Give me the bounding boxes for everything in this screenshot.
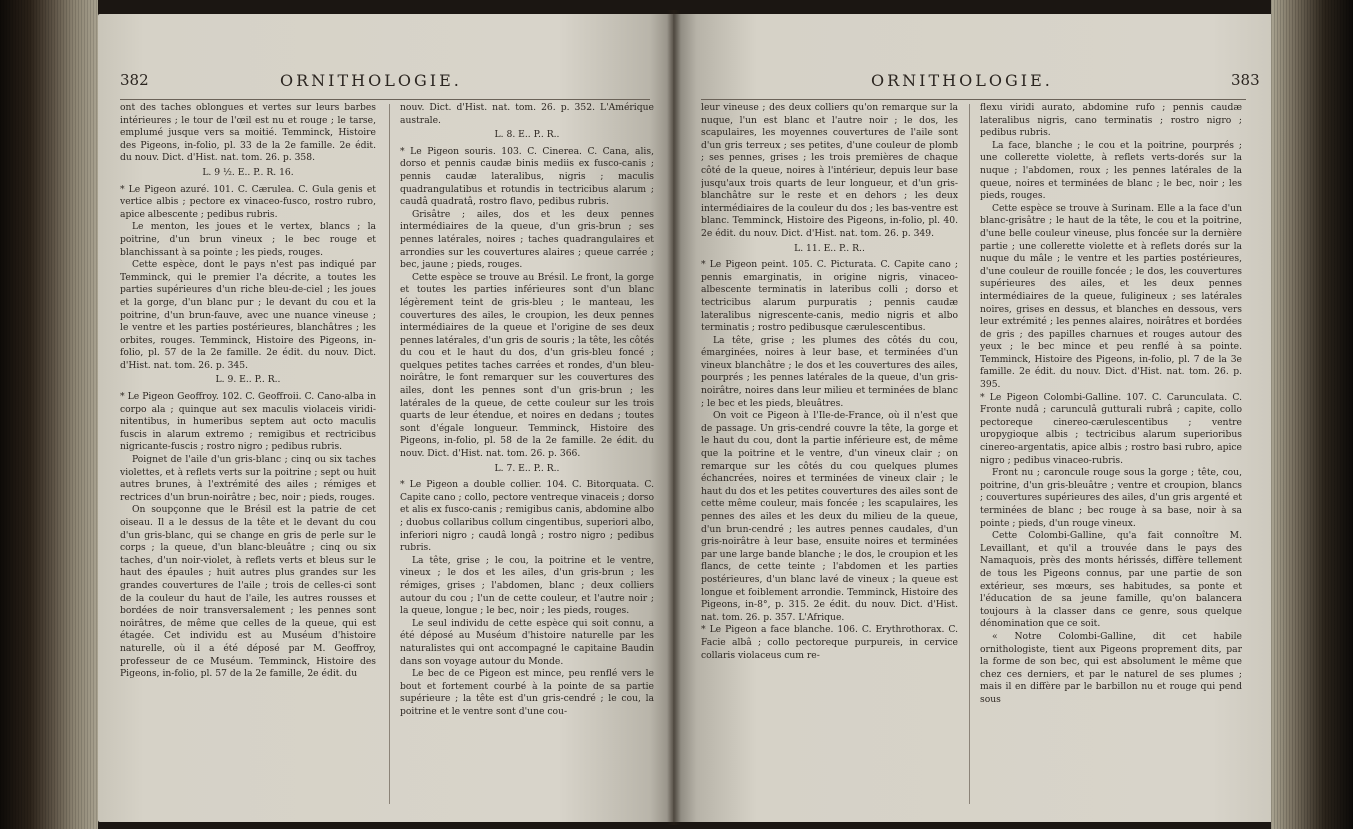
- paragraph: Cette espèce, dont le pays n'est pas indiqué par Temminck, qui le premier l'a décrite, a toutes les parties supérieures d'un riche bleu-de-ciel ; les joues et la gorge, d'un blanc pur ; le devant du cou et la poitrine, d'un brun-fauve, avec une nuance vineuse ; le ventre et les parties postérieures, blanchâtres ; les orbites, rouges. Temminck, Histoire des Pigeons, in-folio, pl. 57 de la 2e famille. 2e édit. du nouv. Dict. d'Hist. nat. tom. 26. p. 345.: [120, 259, 376, 371]
- right-page-header: [701, 71, 1260, 93]
- measurement-line: L. 9. E.. P.. R..: [215, 374, 281, 386]
- right-page-column-1: [701, 102, 958, 818]
- species-entry: * Le Pigeon Colombi-Galline. 107. C. Carunculata. C. Fronte nudâ ; carunculâ gutturali rubrâ ; capite, collo pectoreque cinereo-cærulescentibus ; ventre uropygioque albis ; tectricibus alarum superioribus cinereo-argentatis, apice albis ; rostro basi rubro, apice nigro ; pedibus vinaceo-rubris.: [980, 391, 1242, 466]
- paragraph: « Notre Colombi-Galline, dit cet habile ornithologiste, tient aux Pigeons proprement dits, par la forme de son bec, qui est absolument le même que chez ces derniers, et par le naturel de ses plumes ; mais il en diffère par le barbillon nu et rouge qui pend sous: [980, 630, 1242, 705]
- right-column-divider: [969, 104, 970, 804]
- left-page-header: [120, 71, 650, 93]
- book-edge-right: [1271, 0, 1353, 829]
- paragraph: Cette Colombi-Galline, qu'a fait connoître M. Levaillant, et qu'il a trouvée dans le pays des Namaquois, près des monts hérissés, diffère tellement de tous les Pigeons connus, par une partie de son extérieur, ses mœurs, ses habitudes, sa ponte et l'éducation de sa jeune famille, qu'on balancera toujours à la classer dans ce genre, sous quelque dénomination que ce soit.: [980, 530, 1242, 630]
- paragraph: Le bec de ce Pigeon est mince, peu renflé vers le bout et fortement courbé à la pointe de sa partie supérieure ; la tête est d'un gris-cendré ; le cou, la poitrine et le ventre sont d'une cou-: [400, 668, 654, 717]
- measurement-line: L. 11. E.. P.. R..: [794, 242, 865, 254]
- right-page: [673, 14, 1271, 822]
- paragraph: Le seul individu de cette espèce qui soit connu, a été déposé au Muséum d'histoire naturelle par les naturalistes qui ont accompagné le capitaine Baudin dans son voyage autour du Monde.: [400, 617, 654, 667]
- paragraph: ont des taches oblongues et vertes sur leurs barbes intérieures ; le tour de l'œil est nu et rouge ; le tarse, emplumé jusque vers sa moitié. Temminck, Histoire des Pigeons, in-folio, pl. 33 de la 2e famille. 2e édit. du nouv. Dict. d'Hist. nat. tom. 26. p. 358.: [120, 102, 376, 164]
- book-edge-left: [0, 0, 98, 829]
- species-entry: * Le Pigeon Geoffroy. 102. C. Geoffroii. C. Cano-alba in corpo ala ; quinque aut sex maculis violaceis viridi-nitentibus, in humeribus septem aut octo maculis fuscis in alarum extremo ; remigibus et rectricibus nigricante-fuscis ; rostro nigro ; pedibus rubris.: [120, 391, 376, 453]
- left-page-column-1: [120, 102, 376, 818]
- paragraph: La tête, grise ; le cou, la poitrine et le ventre, vineux ; le dos et les ailes, d'un gris-brun ; les rémiges, grises ; l'abdomen, blanc ; deux colliers autour du cou ; l'un de cette couleur, et l'autre noir ; la queue, longue ; le bec, noir ; les pieds, rouges.: [400, 554, 654, 617]
- left-page-number: 382: [120, 71, 149, 89]
- left-page-column-2: [400, 102, 654, 818]
- species-entry: * Le Pigeon a face blanche. 106. C. Erythrothorax. C. Facie albâ ; collo pectoreque purpureis, in cervice collaris violaceus cum re-: [701, 624, 958, 661]
- right-header-rule: [701, 99, 1246, 100]
- right-page-number: 383: [1231, 71, 1260, 89]
- measurement-line: L. 8. E.. P.. R..: [494, 129, 560, 141]
- species-entry: * Le Pigeon peint. 105. C. Picturata. C. Capite cano ; pennis emarginatis, in origine nigris, vinaceo-albescente terminatis in lateribus colli ; dorso et tectricibus alarum purpuratis ; pennis caudæ lateralibus nigrescente-canis, medio nigris et albo terminatis ; rostro pedibusque cærulescentibus.: [701, 259, 958, 334]
- measurement-line: L. 7. E.. P.. R..: [494, 462, 560, 474]
- species-entry: * Le Pigeon azuré. 101. C. Cærulea. C. Gula genis et vertice albis ; pectore ex vinaceo-fusco, rostro rubro, apice albescente ; pedibus rubris.: [120, 183, 376, 220]
- paragraph: Cette espèce se trouve au Brésil. Le front, la gorge et toutes les parties inférieures sont d'un blanc légèrement teint de gris-bleu ; le manteau, les couvertures des ailes, le croupion, les deux pennes intermédiaires de la queue et l'origine de ses deux pennes latérales, d'un gris de souris ; la tête, les côtés du cou et le haut du dos, d'un gris-bleu foncé ; quelques petites taches carrées et rondes, d'un bleu-noirâtre, le font remarquer sur les couvertures des ailes, dont les pennes sont d'un gris-brun ; les latérales de la queue, de cette couleur sur les trois quarts de leur étendue, et noires en dedans ; toutes sont d'égale longueur. Temminck, Histoire des Pigeons, in-folio, pl. 58 de la 2e famille. 2e édit. du nouv. Dict. d'Hist. nat. tom. 26. p. 366.: [400, 271, 654, 460]
- paragraph: On voit ce Pigeon à l'Ile-de-France, où il n'est que de passage. Un gris-cendré couvre la tête, la gorge et le haut du cou, dont la partie inférieure est, de même que la poitrine et le ventre, d'un vineux clair ; on remarque sur les côtés du cou quelques plumes échancrées, noires et terminées de vineux clair ; le haut du dos et les petites couvertures des ailes sont de cette même couleur, mais foncée ; les scapulaires, les pennes des ailes et les deux du milieu de la queue, d'un brun-cendré ; les autres pennes caudales, d'un gris-noirâtre à leur base, ensuite noires et terminées par une large bande blanche ; le dos, le croupion et les flancs, de cette teinte ; l'abdomen et les parties postérieures, d'un blanc lavé de vineux ; la queue est longue et foiblement arrondie. Temminck, Histoire des Pigeons, in-8°, p. 315. 2e édit. du nouv. Dict. d'Hist. nat. tom. 26. p. 357. L'Afrique.: [701, 410, 958, 623]
- left-header-rule: [120, 99, 650, 100]
- book-gutter: [667, 10, 681, 825]
- paragraph: flexu viridi aurato, abdomine rufo ; pennis caudæ lateralibus nigris, cano terminatis ; rostro nigro ; pedibus rubris.: [980, 102, 1242, 139]
- paragraph: Cette espèce se trouve à Surinam. Elle a la face d'un blanc-grisâtre ; le haut de la tête, le cou et la poitrine, d'une belle couleur vineuse, plus foncée sur la dernière partie ; une collerette violette et à reflets dorés sur la nuque du mâle ; le ventre et les parties postérieures, d'une couleur de rouille foncée ; le dos, les couvertures supérieures des ailes, et les deux pennes intermédiaires de la queue, fuligineux ; ses latérales noires, grises en dessus, et blanches en dessous, vers leur extrémité ; les pennes alaires, noirâtres et bordées de gris ; des papilles charnues et rouges autour des yeux ; le bec mince et peu renflé à sa pointe. Temminck, Histoire des Pigeons, in-folio, pl. 7 de la 3e famille. 2e édit. du nouv. Dict. d'Hist. nat. tom. 26. p. 395.: [980, 202, 1242, 391]
- paragraph: On soupçonne que le Brésil est la patrie de cet oiseau. Il a le dessus de la tête et le devant du cou d'un gris-blanc, qui se change en gris de perle sur le corps ; la queue, d'un blanc-bleuâtre ; cinq ou six taches, d'un noir-violet, à reflets verts et bleus sur le haut des épaules ; huit autres plus grandes sur les grandes couvertures de l'aile ; trois de celles-ci sont de la couleur du haut de l'aile, les autres rousses et bordées de noir transversalement ; les pennes sont noirâtres, de même que celles de la queue, qui est étagée. Cet individu est au Muséum d'histoire naturelle, où il a été déposé par M. Geoffroy, professeur de ce Muséum. Temminck, Histoire des Pigeons, in-folio, pl. 57 de la 2e famille, 2e édit. du: [120, 504, 376, 680]
- paragraph: Le menton, les joues et le vertex, blancs ; la poitrine, d'un brun vineux ; le bec rouge et blanchissant à sa pointe ; les pieds, rouges.: [120, 221, 376, 258]
- left-running-head: ORNITHOLOGIE.: [280, 71, 462, 90]
- measurement-line: L. 9 ½. E.. P.. R. 16.: [202, 166, 294, 178]
- right-running-head: ORNITHOLOGIE.: [871, 71, 1053, 90]
- paragraph: leur vineuse ; des deux colliers qu'on remarque sur la nuque, l'un est blanc et l'autre noir ; le dos, les scapulaires, les moyennes couvertures de l'aile sont d'un gris terreux ; ses petites, d'une couleur de plomb ; ses pennes, grises ; les trois premières de chaque côté de la queue, noires à l'intérieur, depuis leur base jusqu'aux trois quarts de leur longueur, et d'un gris-blanchâtre sur le reste et en dehors ; les deux intermédiaires de la couleur du dos ; les bas-ventre est blanc. Temminck, Histoire des Pigeons, in-folio, pl. 40. 2e édit. du nouv. Dict. d'Hist. nat. tom. 26. p. 349.: [701, 102, 958, 239]
- species-entry: * Le Pigeon souris. 103. C. Cinerea. C. Cana, alis, dorso et pennis caudæ binis mediis ex fusco-canis ; pennis caudæ lateralibus, nigris ; maculis quadrangulatibus et rotundis in tectricibus alarum ; caudâ quadratâ, rostro flavo, pedibus rubris.: [400, 145, 654, 208]
- paragraph: Poignet de l'aile d'un gris-blanc ; cinq ou six taches violettes, et à reflets verts sur la poitrine ; sept ou huit autres brunes, à l'extrémité des ailes ; rémiges et rectrices d'un brun-noirâtre ; bec, noir ; pieds, rouges.: [120, 454, 376, 503]
- paragraph: La face, blanche ; le cou et la poitrine, pourprés ; une collerette violette, à reflets verts-dorés sur la nuque ; l'abdomen, roux ; les pennes latérales de la queue, noires et terminées de blanc ; le bec, noir ; les pieds, rouges.: [980, 139, 1242, 202]
- paragraph: Front nu ; caroncule rouge sous la gorge ; tête, cou, poitrine, d'un gris-bleuâtre ; ventre et croupion, blancs ; couvertures supérieures des ailes, d'un gris argenté et terminées de blanc ; bec rouge à sa base, noir à sa pointe ; pieds, d'un rouge vineux.: [980, 467, 1242, 529]
- species-entry: * Le Pigeon a double collier. 104. C. Bitorquata. C. Capite cano ; collo, pectore ventreque vinaceis ; dorso et alis ex fusco-canis ; remigibus canis, abdomine albo ; duobus collaribus collum cingentibus, superiori albo, inferiori nigro ; caudâ longâ ; rostro nigro ; pedibus rubris.: [400, 479, 654, 554]
- paragraph: Grisâtre ; ailes, dos et les deux pennes intermédiaires de la queue, d'un gris-brun ; ses pennes latérales, noires ; taches quadrangulaires et arrondies sur les couvertures alaires ; queue carrée ; bec, jaune ; pieds, rouges.: [400, 208, 654, 271]
- paragraph: nouv. Dict. d'Hist. nat. tom. 26. p. 352. L'Amérique australe.: [400, 102, 654, 126]
- left-page: [98, 14, 673, 822]
- right-page-column-2: [980, 102, 1242, 818]
- left-column-divider: [389, 104, 390, 804]
- paragraph: La tête, grise ; les plumes des côtés du cou, émarginées, noires à leur base, et terminées d'un vineux blanchâtre ; le dos et les couvertures des ailes, pourprés ; les pennes latérales de la queue, d'un gris-noirâtre, noires dans leur milieu et terminées de blanc ; le bec et les pieds, bleuâtres.: [701, 334, 958, 409]
